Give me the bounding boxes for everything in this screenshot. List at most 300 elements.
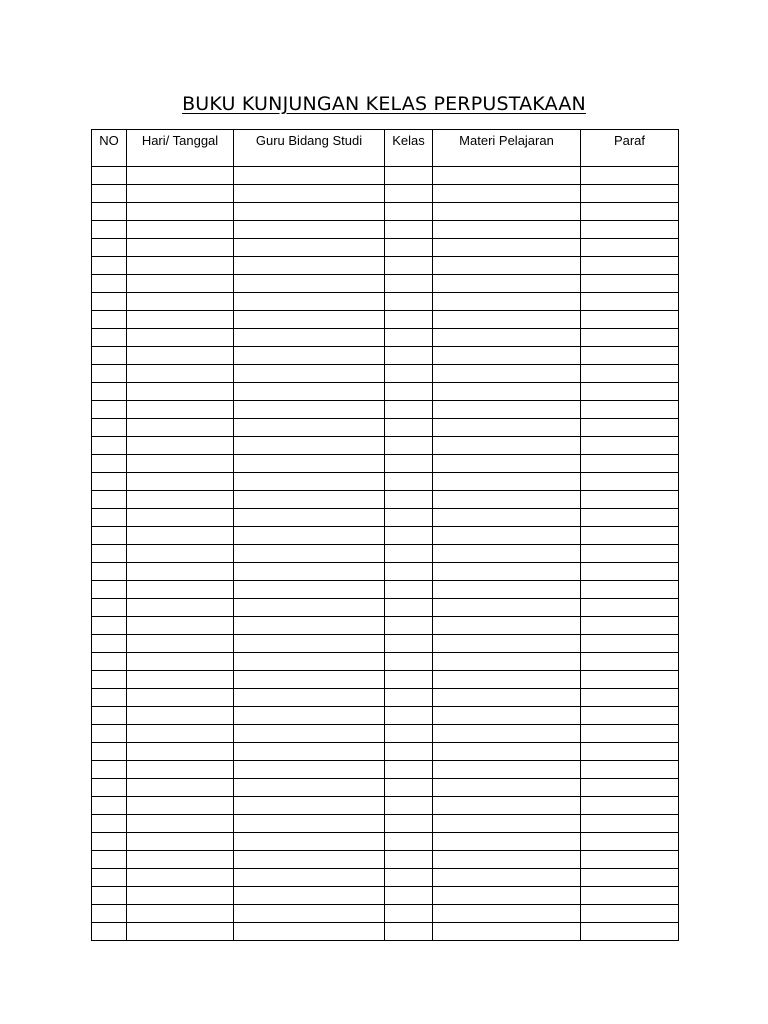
table-row (92, 869, 679, 887)
table-row (92, 599, 679, 617)
cell-class[interactable] (385, 275, 433, 293)
table-row (92, 779, 679, 797)
cell-class[interactable] (385, 761, 433, 779)
cell-subject-material[interactable] (433, 437, 581, 455)
cell-class[interactable] (385, 545, 433, 563)
cell-date[interactable] (127, 437, 234, 455)
cell-teacher[interactable] (234, 491, 385, 509)
cell-teacher[interactable] (234, 689, 385, 707)
cell-no[interactable] (92, 221, 127, 239)
cell-class[interactable] (385, 581, 433, 599)
cell-class[interactable] (385, 491, 433, 509)
cell-teacher[interactable] (234, 473, 385, 491)
table-row (92, 905, 679, 923)
cell-signature[interactable] (581, 419, 679, 437)
table-row (92, 797, 679, 815)
cell-subject-material[interactable] (433, 293, 581, 311)
cell-date[interactable] (127, 275, 234, 293)
cell-class[interactable] (385, 797, 433, 815)
cell-signature[interactable] (581, 509, 679, 527)
column-header-date: Hari/ Tanggal (127, 130, 234, 167)
cell-subject-material[interactable] (433, 185, 581, 203)
table-row (92, 761, 679, 779)
cell-class[interactable] (385, 347, 433, 365)
table-row (92, 293, 679, 311)
cell-class[interactable] (385, 653, 433, 671)
cell-teacher[interactable] (234, 383, 385, 401)
cell-teacher[interactable] (234, 311, 385, 329)
cell-teacher[interactable] (234, 869, 385, 887)
cell-subject-material[interactable] (433, 761, 581, 779)
cell-date[interactable] (127, 329, 234, 347)
cell-date[interactable] (127, 509, 234, 527)
cell-date[interactable] (127, 887, 234, 905)
cell-class[interactable] (385, 527, 433, 545)
cell-no[interactable] (92, 599, 127, 617)
cell-date[interactable] (127, 401, 234, 419)
cell-subject-material[interactable] (433, 653, 581, 671)
cell-signature[interactable] (581, 527, 679, 545)
cell-teacher[interactable] (234, 599, 385, 617)
cell-signature[interactable] (581, 689, 679, 707)
cell-teacher[interactable] (234, 797, 385, 815)
cell-no[interactable] (92, 689, 127, 707)
cell-class[interactable] (385, 437, 433, 455)
cell-no[interactable] (92, 887, 127, 905)
cell-signature[interactable] (581, 905, 679, 923)
table-row (92, 617, 679, 635)
cell-subject-material[interactable] (433, 599, 581, 617)
cell-subject-material[interactable] (433, 239, 581, 257)
cell-class[interactable] (385, 365, 433, 383)
cell-no[interactable] (92, 563, 127, 581)
cell-no[interactable] (92, 851, 127, 869)
cell-no[interactable] (92, 473, 127, 491)
cell-teacher[interactable] (234, 851, 385, 869)
cell-class[interactable] (385, 509, 433, 527)
cell-date[interactable] (127, 293, 234, 311)
table-row (92, 329, 679, 347)
table-row (92, 527, 679, 545)
cell-date[interactable] (127, 581, 234, 599)
cell-subject-material[interactable] (433, 617, 581, 635)
cell-signature[interactable] (581, 851, 679, 869)
cell-signature[interactable] (581, 635, 679, 653)
cell-date[interactable] (127, 905, 234, 923)
cell-class[interactable] (385, 887, 433, 905)
cell-subject-material[interactable] (433, 887, 581, 905)
cell-class[interactable] (385, 617, 433, 635)
cell-signature[interactable] (581, 365, 679, 383)
cell-no[interactable] (92, 743, 127, 761)
cell-no[interactable] (92, 671, 127, 689)
cell-no[interactable] (92, 329, 127, 347)
cell-class[interactable] (385, 239, 433, 257)
cell-date[interactable] (127, 257, 234, 275)
cell-date[interactable] (127, 599, 234, 617)
cell-signature[interactable] (581, 491, 679, 509)
column-header-teacher: Guru Bidang Studi (234, 130, 385, 167)
cell-subject-material[interactable] (433, 797, 581, 815)
cell-date[interactable] (127, 635, 234, 653)
cell-no[interactable] (92, 833, 127, 851)
column-header-no: NO (92, 130, 127, 167)
cell-signature[interactable] (581, 725, 679, 743)
cell-date[interactable] (127, 851, 234, 869)
cell-subject-material[interactable] (433, 851, 581, 869)
table-row (92, 635, 679, 653)
table-row (92, 419, 679, 437)
cell-teacher[interactable] (234, 905, 385, 923)
cell-class[interactable] (385, 473, 433, 491)
cell-class[interactable] (385, 257, 433, 275)
cell-signature[interactable] (581, 185, 679, 203)
cell-teacher[interactable] (234, 707, 385, 725)
cell-no[interactable] (92, 635, 127, 653)
cell-no[interactable] (92, 725, 127, 743)
cell-class[interactable] (385, 833, 433, 851)
cell-class[interactable] (385, 725, 433, 743)
cell-class[interactable] (385, 671, 433, 689)
cell-subject-material[interactable] (433, 221, 581, 239)
cell-class[interactable] (385, 779, 433, 797)
cell-signature[interactable] (581, 437, 679, 455)
cell-subject-material[interactable] (433, 527, 581, 545)
table-row (92, 185, 679, 203)
cell-signature[interactable] (581, 383, 679, 401)
cell-class[interactable] (385, 707, 433, 725)
table-row (92, 275, 679, 293)
cell-class[interactable] (385, 329, 433, 347)
cell-date[interactable] (127, 923, 234, 941)
cell-teacher[interactable] (234, 635, 385, 653)
cell-class[interactable] (385, 167, 433, 185)
cell-signature[interactable] (581, 275, 679, 293)
table-row (92, 401, 679, 419)
cell-subject-material[interactable] (433, 365, 581, 383)
cell-subject-material[interactable] (433, 329, 581, 347)
cell-signature[interactable] (581, 203, 679, 221)
cell-subject-material[interactable] (433, 401, 581, 419)
cell-date[interactable] (127, 689, 234, 707)
cell-teacher[interactable] (234, 239, 385, 257)
cell-teacher[interactable] (234, 743, 385, 761)
cell-subject-material[interactable] (433, 203, 581, 221)
cell-no[interactable] (92, 293, 127, 311)
cell-date[interactable] (127, 203, 234, 221)
cell-date[interactable] (127, 815, 234, 833)
visit-log-table (91, 129, 679, 941)
cell-date[interactable] (127, 455, 234, 473)
cell-subject-material[interactable] (433, 707, 581, 725)
cell-no[interactable] (92, 923, 127, 941)
cell-signature[interactable] (581, 473, 679, 491)
table-row (92, 257, 679, 275)
cell-no[interactable] (92, 491, 127, 509)
cell-no[interactable] (92, 167, 127, 185)
cell-signature[interactable] (581, 923, 679, 941)
cell-subject-material[interactable] (433, 473, 581, 491)
cell-subject-material[interactable] (433, 905, 581, 923)
cell-no[interactable] (92, 617, 127, 635)
cell-date[interactable] (127, 563, 234, 581)
cell-subject-material[interactable] (433, 869, 581, 887)
cell-signature[interactable] (581, 293, 679, 311)
cell-no[interactable] (92, 239, 127, 257)
table-row (92, 653, 679, 671)
cell-teacher[interactable] (234, 887, 385, 905)
cell-subject-material[interactable] (433, 257, 581, 275)
cell-teacher[interactable] (234, 815, 385, 833)
table-row (92, 167, 679, 185)
cell-class[interactable] (385, 293, 433, 311)
cell-date[interactable] (127, 797, 234, 815)
cell-teacher[interactable] (234, 401, 385, 419)
cell-subject-material[interactable] (433, 563, 581, 581)
table-row (92, 491, 679, 509)
cell-teacher[interactable] (234, 923, 385, 941)
cell-no[interactable] (92, 185, 127, 203)
cell-signature[interactable] (581, 761, 679, 779)
cell-teacher[interactable] (234, 419, 385, 437)
cell-class[interactable] (385, 185, 433, 203)
cell-date[interactable] (127, 347, 234, 365)
cell-class[interactable] (385, 221, 433, 239)
cell-signature[interactable] (581, 545, 679, 563)
cell-no[interactable] (92, 257, 127, 275)
cell-class[interactable] (385, 689, 433, 707)
cell-teacher[interactable] (234, 761, 385, 779)
cell-no[interactable] (92, 707, 127, 725)
cell-teacher[interactable] (234, 167, 385, 185)
cell-signature[interactable] (581, 329, 679, 347)
cell-teacher[interactable] (234, 185, 385, 203)
cell-subject-material[interactable] (433, 689, 581, 707)
cell-no[interactable] (92, 203, 127, 221)
cell-subject-material[interactable] (433, 671, 581, 689)
table-row (92, 383, 679, 401)
cell-no[interactable] (92, 311, 127, 329)
cell-class[interactable] (385, 923, 433, 941)
cell-teacher[interactable] (234, 563, 385, 581)
cell-no[interactable] (92, 401, 127, 419)
cell-no[interactable] (92, 365, 127, 383)
table-row (92, 833, 679, 851)
cell-date[interactable] (127, 473, 234, 491)
document-title: BUKU KUNJUNGAN KELAS PERPUSTAKAAN (182, 93, 586, 115)
cell-class[interactable] (385, 599, 433, 617)
cell-signature[interactable] (581, 563, 679, 581)
cell-teacher[interactable] (234, 221, 385, 239)
cell-date[interactable] (127, 761, 234, 779)
cell-subject-material[interactable] (433, 347, 581, 365)
cell-no[interactable] (92, 419, 127, 437)
cell-date[interactable] (127, 779, 234, 797)
cell-class[interactable] (385, 311, 433, 329)
cell-subject-material[interactable] (433, 635, 581, 653)
cell-signature[interactable] (581, 221, 679, 239)
table-row (92, 851, 679, 869)
cell-subject-material[interactable] (433, 491, 581, 509)
cell-date[interactable] (127, 527, 234, 545)
cell-teacher[interactable] (234, 509, 385, 527)
cell-date[interactable] (127, 653, 234, 671)
cell-date[interactable] (127, 221, 234, 239)
cell-date[interactable] (127, 617, 234, 635)
cell-subject-material[interactable] (433, 725, 581, 743)
cell-date[interactable] (127, 491, 234, 509)
table-row (92, 887, 679, 905)
cell-signature[interactable] (581, 869, 679, 887)
cell-teacher[interactable] (234, 545, 385, 563)
table-row (92, 473, 679, 491)
cell-date[interactable] (127, 707, 234, 725)
cell-teacher[interactable] (234, 833, 385, 851)
cell-no[interactable] (92, 275, 127, 293)
cell-date[interactable] (127, 671, 234, 689)
cell-no[interactable] (92, 905, 127, 923)
cell-no[interactable] (92, 509, 127, 527)
table-row (92, 221, 679, 239)
cell-class[interactable] (385, 203, 433, 221)
cell-teacher[interactable] (234, 347, 385, 365)
cell-class[interactable] (385, 563, 433, 581)
cell-teacher[interactable] (234, 527, 385, 545)
table-row (92, 509, 679, 527)
cell-signature[interactable] (581, 455, 679, 473)
table-header-row (92, 130, 679, 167)
cell-no[interactable] (92, 815, 127, 833)
cell-signature[interactable] (581, 815, 679, 833)
cell-teacher[interactable] (234, 329, 385, 347)
cell-subject-material[interactable] (433, 167, 581, 185)
cell-subject-material[interactable] (433, 833, 581, 851)
cell-no[interactable] (92, 437, 127, 455)
cell-teacher[interactable] (234, 203, 385, 221)
cell-no[interactable] (92, 527, 127, 545)
cell-date[interactable] (127, 185, 234, 203)
cell-no[interactable] (92, 653, 127, 671)
cell-date[interactable] (127, 545, 234, 563)
cell-subject-material[interactable] (433, 275, 581, 293)
table-row (92, 743, 679, 761)
cell-subject-material[interactable] (433, 455, 581, 473)
cell-signature[interactable] (581, 653, 679, 671)
cell-class[interactable] (385, 869, 433, 887)
cell-signature[interactable] (581, 257, 679, 275)
cell-signature[interactable] (581, 167, 679, 185)
cell-date[interactable] (127, 383, 234, 401)
cell-no[interactable] (92, 383, 127, 401)
cell-subject-material[interactable] (433, 383, 581, 401)
cell-date[interactable] (127, 833, 234, 851)
cell-teacher[interactable] (234, 653, 385, 671)
cell-class[interactable] (385, 815, 433, 833)
cell-teacher[interactable] (234, 293, 385, 311)
cell-no[interactable] (92, 869, 127, 887)
cell-teacher[interactable] (234, 617, 385, 635)
table-row (92, 347, 679, 365)
cell-subject-material[interactable] (433, 815, 581, 833)
cell-teacher[interactable] (234, 779, 385, 797)
cell-signature[interactable] (581, 833, 679, 851)
cell-subject-material[interactable] (433, 509, 581, 527)
cell-signature[interactable] (581, 743, 679, 761)
table-row (92, 239, 679, 257)
table-row (92, 311, 679, 329)
cell-subject-material[interactable] (433, 743, 581, 761)
cell-date[interactable] (127, 725, 234, 743)
cell-signature[interactable] (581, 887, 679, 905)
cell-subject-material[interactable] (433, 581, 581, 599)
cell-teacher[interactable] (234, 257, 385, 275)
cell-class[interactable] (385, 455, 433, 473)
cell-class[interactable] (385, 383, 433, 401)
cell-subject-material[interactable] (433, 923, 581, 941)
cell-class[interactable] (385, 419, 433, 437)
cell-signature[interactable] (581, 707, 679, 725)
cell-signature[interactable] (581, 797, 679, 815)
cell-no[interactable] (92, 761, 127, 779)
cell-signature[interactable] (581, 311, 679, 329)
table-row (92, 545, 679, 563)
column-header-subject-material: Materi Pelajaran (433, 130, 581, 167)
cell-signature[interactable] (581, 401, 679, 419)
cell-teacher[interactable] (234, 725, 385, 743)
cell-date[interactable] (127, 365, 234, 383)
cell-class[interactable] (385, 401, 433, 419)
cell-class[interactable] (385, 905, 433, 923)
cell-signature[interactable] (581, 239, 679, 257)
cell-no[interactable] (92, 797, 127, 815)
cell-class[interactable] (385, 851, 433, 869)
cell-no[interactable] (92, 455, 127, 473)
cell-teacher[interactable] (234, 275, 385, 293)
table-row (92, 923, 679, 941)
cell-date[interactable] (127, 869, 234, 887)
table-row (92, 581, 679, 599)
cell-date[interactable] (127, 167, 234, 185)
cell-no[interactable] (92, 545, 127, 563)
cell-no[interactable] (92, 779, 127, 797)
cell-signature[interactable] (581, 599, 679, 617)
cell-date[interactable] (127, 419, 234, 437)
cell-date[interactable] (127, 311, 234, 329)
cell-signature[interactable] (581, 581, 679, 599)
cell-subject-material[interactable] (433, 545, 581, 563)
cell-no[interactable] (92, 347, 127, 365)
cell-signature[interactable] (581, 671, 679, 689)
cell-teacher[interactable] (234, 671, 385, 689)
cell-teacher[interactable] (234, 581, 385, 599)
cell-teacher[interactable] (234, 455, 385, 473)
cell-teacher[interactable] (234, 365, 385, 383)
cell-signature[interactable] (581, 779, 679, 797)
cell-subject-material[interactable] (433, 779, 581, 797)
table-row (92, 689, 679, 707)
table-row (92, 815, 679, 833)
cell-class[interactable] (385, 743, 433, 761)
cell-no[interactable] (92, 581, 127, 599)
cell-signature[interactable] (581, 347, 679, 365)
cell-subject-material[interactable] (433, 419, 581, 437)
cell-signature[interactable] (581, 617, 679, 635)
cell-teacher[interactable] (234, 437, 385, 455)
cell-date[interactable] (127, 743, 234, 761)
cell-date[interactable] (127, 239, 234, 257)
cell-class[interactable] (385, 635, 433, 653)
cell-subject-material[interactable] (433, 311, 581, 329)
